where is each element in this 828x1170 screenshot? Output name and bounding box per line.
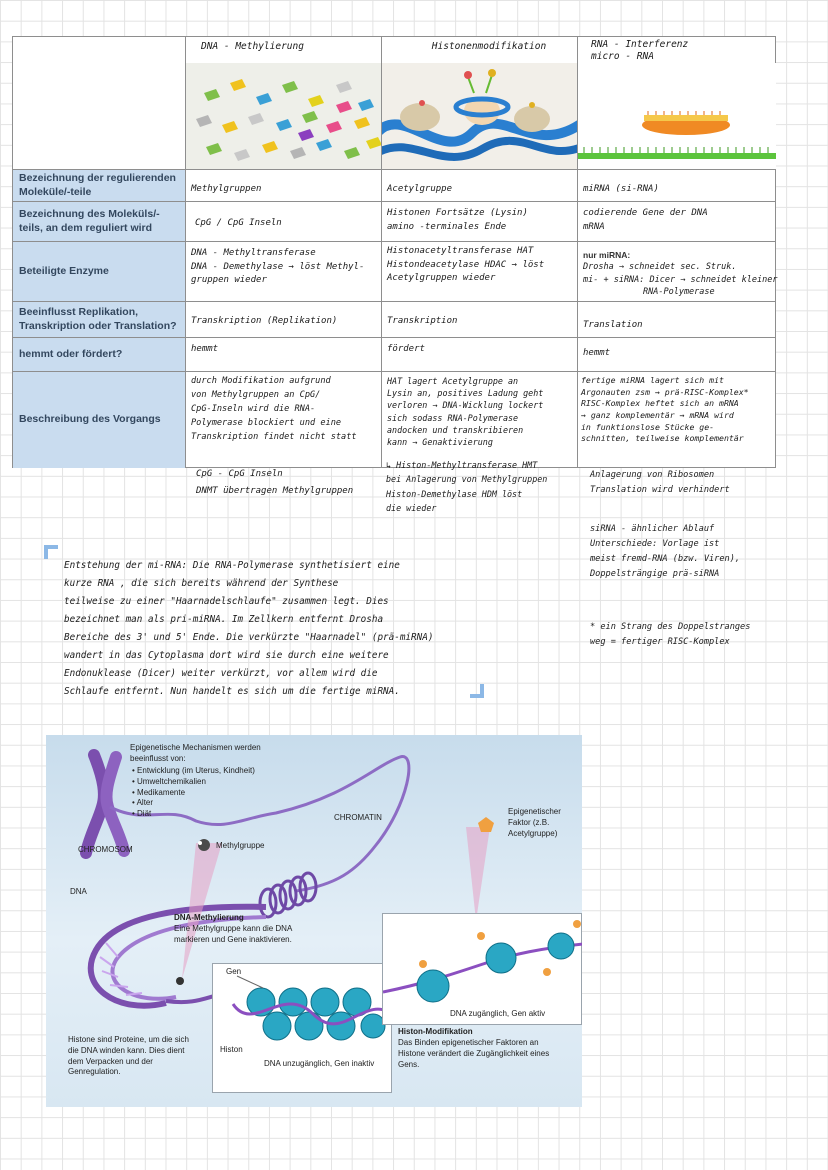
row-header-process-affected: Beeinflusst Replikation, Transkription oder Translation? — [13, 302, 185, 337]
mirna-enzyme-heading: nur miRNA: — [583, 250, 631, 260]
mirna-enzyme-line3: RNA-Polymerase — [643, 286, 715, 297]
active-label: DNA zugänglich, Gen aktiv — [450, 1009, 546, 1018]
inactive-label: DNA unzugänglich, Gen inaktiv — [264, 1059, 375, 1068]
inset-inactive-gene — [212, 963, 392, 1093]
cell-description-dna: durch Modifikation aufgrund von Methylgruppen an CpG/ CpG-Inseln wird die RNA- Polymerase blockiert und eine Transkription findet nicht statt — [191, 376, 357, 442]
mirna-enzyme-line2: mi- + siRNA: Dicer → schneidet kleiner — [583, 274, 778, 285]
cell-molecules-histone: Acetylgruppe — [387, 184, 453, 194]
paragraph-line: Endonuklease (Dicer) weiter verkürzt, vor allem wird die — [64, 668, 378, 679]
gene-label: Gen — [226, 967, 242, 976]
cell-description-histone: HAT lagert Acetylgruppe an Lysin an, positives Ladung geht verloren → DNA-Wicklung lockert sich sodass RNA-Polymerase andocken und transkribieren kann → Genaktivierung — [387, 376, 544, 447]
cell-effect-rna: hemmt — [583, 348, 611, 358]
chromosome-label: CHROMOSOM — [78, 845, 133, 854]
influence-item: • Umweltchemikalien — [132, 776, 206, 786]
cell-process-rna: Translation — [583, 320, 643, 330]
rna-interference-image — [578, 63, 776, 169]
cell-enzymes-dna: DNA - Methyltransferase DNA - Demethylase → löst Methyl- gruppen wieder — [191, 248, 365, 285]
histone-definition: Histone sind Proteine, um die sich die DNA winden kann. Dies dient dem Verpacken und der Genregulation. — [68, 1035, 189, 1077]
row-header-description: Beschreibung des Vorgangs — [13, 372, 185, 468]
row-header-regulating-molecules: Bezeichnung der regulierenden Moleküle/-teile — [13, 170, 185, 201]
overflow-note-rna: Anlagerung von Ribosomen Translation wird verhindert — [590, 470, 730, 495]
overflow-note-dna: CpG - CpG Inseln DNMT übertragen Methylgruppen — [196, 469, 354, 497]
bracket-top-left — [44, 545, 58, 559]
column-title-histone-modification: Histonenmodifikation — [431, 41, 547, 52]
paragraph-line: kurze RNA , die sich bereits während der Synthese — [64, 578, 339, 589]
row-header-enzymes: Beteiligte Enzyme — [13, 242, 185, 301]
epigenetics-table — [12, 36, 776, 468]
influences-title: Epigenetische Mechanismen werden beeinflusst von: — [130, 743, 261, 763]
cell-target-dna: CpG / CpG Inseln — [195, 218, 282, 228]
histone-modification-title: Histon-Modifikation — [398, 1027, 473, 1036]
epigenetic-factor-label: Epigenetischer Faktor (z.B. Acetylgruppe) — [508, 807, 561, 838]
influence-item: • Alter — [132, 798, 154, 808]
influences-list — [132, 766, 255, 820]
mirna-enzyme-line1: Drosha → schneidet sec. Struk. — [583, 262, 737, 273]
row-header-regulated-molecule: Bezeichnung des Moleküls/-teils, an dem reguliert wird — [13, 202, 185, 241]
cell-enzymes-rna — [583, 249, 777, 298]
influence-item: • Diät — [132, 809, 152, 819]
cell-process-dna: Transkription (Replikation) — [191, 316, 338, 326]
dna-methylation-image — [186, 63, 381, 169]
dna-label: DNA — [70, 887, 87, 896]
influence-item: • Medikamente — [132, 787, 186, 797]
bracket-bottom-right — [470, 684, 484, 698]
epigenetics-diagram — [46, 735, 582, 1107]
cell-effect-histone: fördert — [387, 344, 425, 354]
inset-inactive-artwork — [213, 964, 393, 1094]
methylation-title: DNA-Methylierung — [174, 913, 244, 922]
table-corner — [13, 37, 185, 169]
cell-target-rna: codierende Gene der DNA mRNA — [583, 208, 708, 232]
chromatin-label: CHROMATIN — [334, 813, 382, 822]
cell-effect-dna: hemmt — [191, 344, 219, 354]
side-note-risc: * ein Strang des Doppelstranges weg = fertiger RISC-Komplex — [590, 622, 751, 648]
overflow-note-histone: ↳ Histon-Methyltransferase HMT bei Anlagerung von Methylgruppen Histon-Demethylase HDM löst die wieder — [386, 460, 548, 513]
cell-molecules-dna: Methylgruppen — [191, 184, 262, 194]
column-title-dna-methylation: DNA - Methylierung — [201, 41, 304, 52]
paragraph-line: wandert in das Cytoplasma dort wird sie durch eine weitere — [64, 650, 389, 661]
cell-target-histone: Histonen Fortsätze (Lysin) amino -terminales Ende — [387, 208, 528, 232]
chromosome-shape — [86, 755, 124, 853]
histone-label: Histon — [220, 1045, 243, 1054]
paragraph-line: teilweise zu einer "Haarnadelschlaufe" zusammen legt. Dies — [64, 596, 389, 607]
side-note-sirna: siRNA - ähnlicher Ablauf Unterschiede: Vorlage ist meist fremd-RNA (bzw. Viren), Doppelsträngige prä-siRNA — [590, 524, 741, 580]
histone-modification-text: Das Binden epigenetischer Faktoren an Histone verändert die Zugänglichkeit eines Gens. — [398, 1038, 550, 1069]
histone-modification-image — [382, 63, 577, 169]
paragraph-line: Entstehung der mi-RNA: Die RNA-Polymerase synthetisiert eine — [64, 560, 400, 571]
cell-description-rna: fertige miRNA lagert sich mit Argonauten zsm → prä-RISC-Komplex* RISC-Komplex heftet sich an mRNA → ganz komplementär → mRNA wird in funktionslose Stücke ge- schnitten, teilweise komplementär — [581, 375, 749, 444]
methylation-text: Eine Methylgruppe kann die DNA markieren und Gene inaktivieren. — [174, 924, 293, 944]
paragraph-line: bezeichnet man als pri-miRNA. Im Zellkern entfernt Drosha — [64, 614, 384, 625]
cell-molecules-rna: miRNA (si-RNA) — [583, 184, 659, 194]
influence-item: • Entwicklung (im Uterus, Kindheit) — [132, 766, 255, 775]
cell-process-histone: Transkription — [387, 316, 458, 326]
paragraph-line: Bereiche des 3' und 5' Ende. Die verkürzte "Haarnadel" (prä-miRNA) — [64, 632, 434, 643]
cell-enzymes-histone: Histonacetyltransferase HAT Histondeacetylase HDAC → löst Acetylgruppen wieder — [387, 246, 545, 283]
paragraph-line: Schlaufe entfernt. Nun handelt es sich um die fertige miRNA. — [64, 686, 400, 697]
row-header-inhibit-promote: hemmt oder fördert? — [13, 338, 185, 371]
column-title-rna-interference: RNA - Interferenz micro - RNA — [591, 39, 689, 62]
methyl-label: Methylgruppe — [216, 841, 265, 850]
